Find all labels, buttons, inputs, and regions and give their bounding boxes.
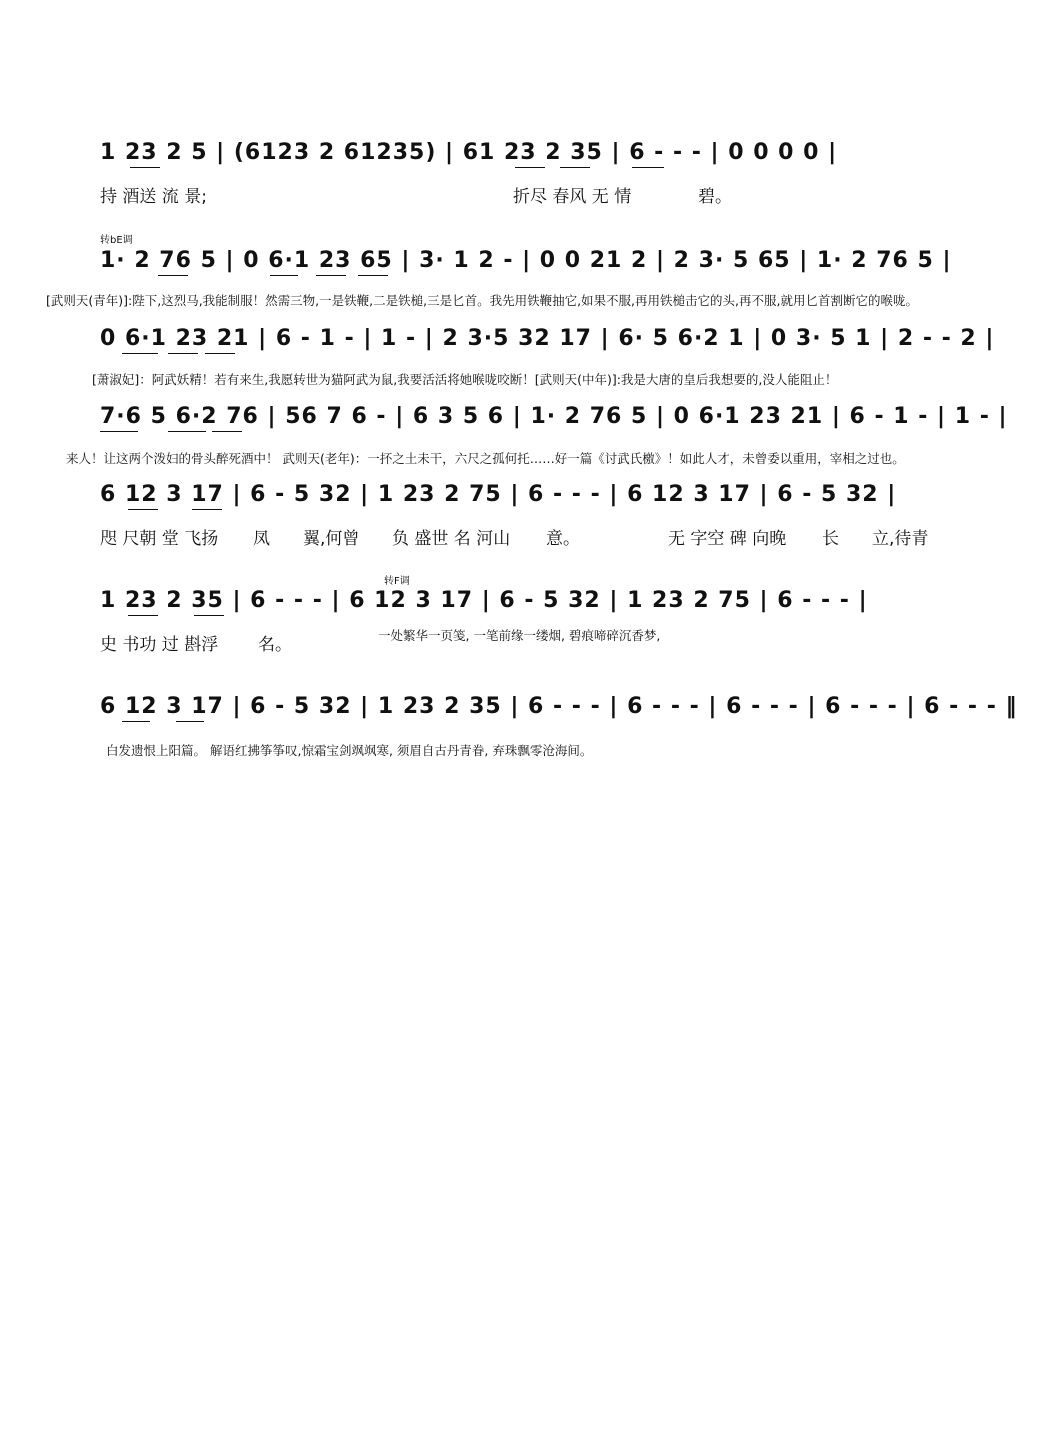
- underline-mark: [192, 509, 222, 510]
- notation-line-2: 1· 2 76 5 | 0 6·1 23 65 | 3· 1 2 - | 0 0 21 2 | 2 3· 5 65 | 1· 2 76 5 |: [100, 248, 952, 273]
- underline-mark: [316, 275, 346, 276]
- lyric-line-5a: 咫 尺朝 堂 飞扬: [100, 529, 219, 549]
- lyric-line-5c: 翼,何曾: [303, 529, 360, 549]
- notation-line-1: 1 23 2 5 | (6123 2 61235) | 61 23 2 35 | 6 - - - | 0 0 0 0 |: [100, 140, 838, 165]
- underline-mark: [358, 275, 388, 276]
- key-change-label: 转bE调: [100, 235, 133, 246]
- dialogue-line-4: 来人！让这两个泼妇的骨头醉死酒中！ 武则天(老年)：一抔之土未干，六尺之孤何托……好一篇《讨武氏檄》！如此人才，未曾委以重用，宰相之过也。: [66, 451, 905, 466]
- dialogue-line-6: 一处繁华一页笺, 一笔前缘一缕烟, 碧痕啼碎沉香梦,: [378, 628, 661, 643]
- dialogue-line-3: [萧淑妃]：阿武妖精！若有来生,我愿转世为猫阿武为鼠,我要活活将她喉咙咬断！[武则天(中年)]:我是大唐的皇后我想要的,没人能阻止！: [92, 372, 838, 387]
- underline-mark: [128, 509, 158, 510]
- underline-mark: [205, 353, 235, 354]
- underline-mark: [168, 353, 198, 354]
- lyric-line-5g: 长: [822, 529, 839, 549]
- underline-mark: [194, 615, 224, 616]
- key-change-label: 转F调: [384, 576, 410, 587]
- lyric-line-6b: 名。: [258, 635, 292, 655]
- underline-mark: [130, 167, 160, 168]
- underline-mark: [100, 431, 138, 432]
- underline-mark: [122, 353, 158, 354]
- underline-mark: [270, 275, 298, 276]
- underline-mark: [632, 167, 664, 168]
- underline-mark: [515, 167, 545, 168]
- lyric-line-1b: 折尽 春风 无 情: [513, 187, 632, 207]
- notation-line-7: 6 12 3 17 | 6 - 5 32 | 1 23 2 35 | 6 - - - | 6 - - - | 6 - - - | 6 - - - | 6 - - - ‖: [100, 694, 1018, 719]
- notation-line-5: 6 12 3 17 | 6 - 5 32 | 1 23 2 75 | 6 - - - | 6 12 3 17 | 6 - 5 32 |: [100, 482, 897, 507]
- lyric-line-1a: 持 酒送 流 景;: [100, 187, 207, 207]
- dialogue-line-7: 白发遗恨上阳篇。 解语红拂筝筝叹,惊霜宝剑飒飒寒, 须眉自古丹青眷, 弃珠飘零沧海间。: [106, 743, 593, 758]
- lyric-line-5h: 立,待青: [872, 529, 929, 549]
- underline-mark: [212, 431, 242, 432]
- lyric-line-5e: 意。: [546, 529, 580, 549]
- underline-mark: [158, 275, 188, 276]
- dialogue-line-2: [武则天(青年)]:陛下,这烈马,我能制服！然需三物,一是铁鞭,二是铁槌,三是匕首。我先用铁鞭抽它,如果不服,再用铁槌击它的头,再不服,就用匕首割断它的喉咙。: [46, 293, 918, 308]
- underline-mark: [168, 431, 206, 432]
- lyric-line-5b: 凤: [253, 529, 270, 549]
- underline-mark: [122, 721, 150, 722]
- lyric-line-5d: 负 盛世 名 河山: [392, 529, 511, 549]
- underline-mark: [560, 167, 590, 168]
- notation-line-3: 0 6·1 23 21 | 6 - 1 - | 1 - | 2 3·5 32 17 | 6· 5 6·2 1 | 0 3· 5 1 | 2 - - 2 |: [100, 326, 995, 351]
- notation-line-6: 1 23 2 35 | 6 - - - | 6 12 3 17 | 6 - 5 32 | 1 23 2 75 | 6 - - - |: [100, 588, 868, 613]
- underline-mark: [176, 721, 204, 722]
- notation-line-4: 7·6 5 6·2 76 | 56 7 6 - | 6 3 5 6 | 1· 2 76 5 | 0 6·1 23 21 | 6 - 1 - | 1 - |: [100, 404, 1008, 429]
- lyric-line-1c: 碧。: [698, 187, 732, 207]
- lyric-line-5f: 无 字空 碑 向晚: [668, 529, 787, 549]
- underline-mark: [128, 615, 158, 616]
- lyric-line-6a: 史 书功 过 斟浮: [100, 635, 219, 655]
